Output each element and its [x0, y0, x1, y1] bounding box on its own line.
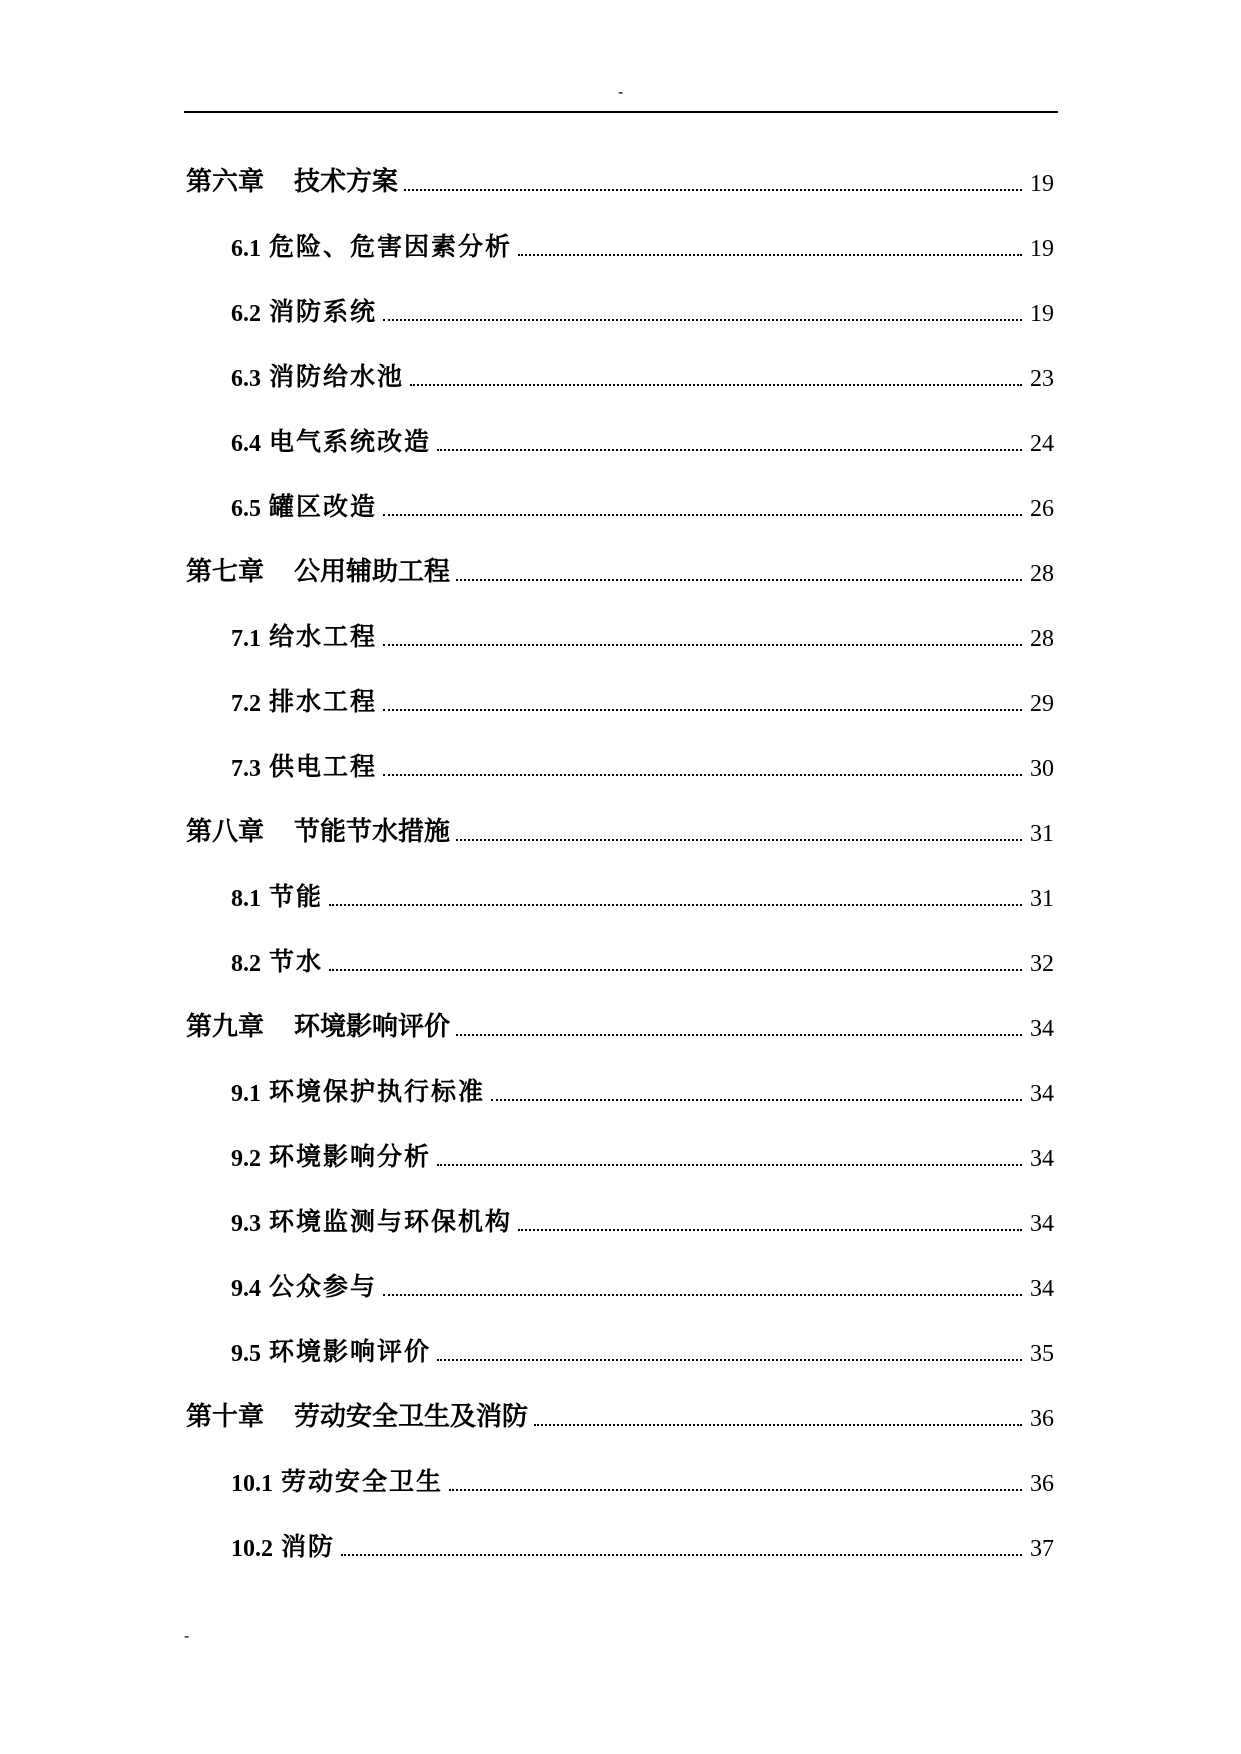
toc-entry-9-3[interactable]: [186, 1202, 1054, 1238]
toc-entry-title: 排水工程: [269, 687, 378, 716]
toc-entry-page: 34: [1030, 1211, 1054, 1237]
toc-entry-title: 劳动安全卫生及消防: [294, 1402, 529, 1432]
toc-entry-title: 公用辅助工程: [294, 557, 451, 587]
toc-entry-title: 电气系统改造: [269, 427, 432, 456]
dot-leader: [518, 1229, 1022, 1231]
dot-leader: [329, 904, 1022, 906]
toc-entry-number: 9.1: [231, 1081, 261, 1107]
toc-entry-number: 9.5: [231, 1341, 261, 1367]
toc-entry-number: 第六章: [186, 167, 265, 197]
toc-entry-number: 7.3: [231, 756, 261, 782]
dot-leader: [383, 644, 1022, 646]
toc-entry-9-5[interactable]: [186, 1332, 1054, 1368]
toc-entry-6-3[interactable]: [186, 357, 1054, 393]
toc-entry-number: 6.2: [231, 301, 261, 327]
toc-entry-page: 34: [1030, 1146, 1054, 1172]
toc-entry-page: 36: [1030, 1406, 1054, 1432]
toc-entry-number: 9.3: [231, 1211, 261, 1237]
toc-entry-page: 23: [1030, 366, 1054, 392]
table-of-contents: [186, 162, 1054, 1592]
toc-entry-6-5[interactable]: [186, 487, 1054, 523]
toc-entry-title: 给水工程: [269, 622, 378, 651]
toc-entry-number: 6.4: [231, 431, 261, 457]
toc-entry-number: 6.3: [231, 366, 261, 392]
toc-entry-page: 24: [1030, 431, 1054, 457]
toc-entry-title: 环境影响分析: [269, 1142, 432, 1171]
toc-entry-page: 34: [1030, 1276, 1054, 1302]
toc-entry-chapter-9[interactable]: [186, 1007, 1054, 1043]
toc-entry-number: 8.2: [231, 951, 261, 977]
dot-leader: [437, 449, 1022, 451]
toc-entry-page: 28: [1030, 561, 1054, 587]
toc-entry-page: 32: [1030, 951, 1054, 977]
toc-entry-6-2[interactable]: [186, 292, 1054, 328]
dot-leader: [404, 189, 1022, 191]
toc-entry-page: 31: [1030, 886, 1054, 912]
dot-leader: [491, 1099, 1022, 1101]
toc-entry-title: 劳动安全卫生: [281, 1467, 444, 1496]
toc-entry-chapter-8[interactable]: [186, 812, 1054, 848]
toc-entry-title: 公众参与: [269, 1272, 378, 1301]
toc-entry-title: 环境影响评价: [294, 1012, 451, 1042]
toc-entry-page: 36: [1030, 1471, 1054, 1497]
toc-entry-page: 19: [1030, 301, 1054, 327]
dot-leader: [456, 839, 1022, 841]
dot-leader: [456, 579, 1022, 581]
toc-entry-title: 节水: [269, 947, 324, 976]
footer-mark: -: [184, 1626, 190, 1645]
toc-entry-page: 28: [1030, 626, 1054, 652]
toc-entry-number: 第八章: [186, 817, 265, 847]
toc-entry-title: 供电工程: [269, 752, 378, 781]
toc-entry-10-1[interactable]: [186, 1462, 1054, 1498]
toc-entry-7-3[interactable]: [186, 747, 1054, 783]
dot-leader: [449, 1489, 1022, 1491]
dot-leader: [518, 254, 1022, 256]
header-mark: -: [618, 82, 624, 101]
toc-entry-number: 8.1: [231, 886, 261, 912]
toc-entry-number: 9.2: [231, 1146, 261, 1172]
toc-entry-number: 第七章: [186, 557, 265, 587]
toc-entry-title: 环境保护执行标准: [269, 1077, 486, 1106]
toc-entry-number: 7.1: [231, 626, 261, 652]
toc-entry-6-1[interactable]: [186, 227, 1054, 263]
toc-entry-page: 37: [1030, 1536, 1054, 1562]
toc-entry-number: 9.4: [231, 1276, 261, 1302]
toc-entry-title: 环境影响评价: [269, 1337, 432, 1366]
toc-entry-title: 环境监测与环保机构: [269, 1207, 513, 1236]
toc-entry-number: 第十章: [186, 1402, 265, 1432]
toc-entry-title: 罐区改造: [269, 492, 378, 521]
toc-entry-number: 第九章: [186, 1012, 265, 1042]
toc-entry-page: 35: [1030, 1341, 1054, 1367]
toc-entry-9-2[interactable]: [186, 1137, 1054, 1173]
dot-leader: [383, 319, 1022, 321]
toc-entry-page: 29: [1030, 691, 1054, 717]
toc-entry-title: 消防: [281, 1532, 336, 1561]
toc-entry-title: 节能节水措施: [294, 817, 451, 847]
dot-leader: [437, 1359, 1022, 1361]
toc-entry-title: 节能: [269, 882, 324, 911]
toc-entry-6-4[interactable]: [186, 422, 1054, 458]
dot-leader: [383, 514, 1022, 516]
toc-entry-page: 19: [1030, 236, 1054, 262]
toc-entry-10-2[interactable]: [186, 1527, 1054, 1563]
dot-leader: [329, 969, 1022, 971]
dot-leader: [534, 1424, 1022, 1426]
toc-entry-title: 技术方案: [294, 167, 399, 197]
toc-entry-page: 30: [1030, 756, 1054, 782]
dot-leader: [341, 1554, 1022, 1556]
toc-entry-title: 危险、危害因素分析: [269, 232, 513, 261]
toc-entry-page: 34: [1030, 1081, 1054, 1107]
toc-entry-7-1[interactable]: [186, 617, 1054, 653]
dot-leader: [383, 709, 1022, 711]
dot-leader: [383, 1294, 1022, 1296]
header-rule: [184, 111, 1058, 113]
toc-entry-title: 消防系统: [269, 297, 378, 326]
toc-entry-page: 31: [1030, 821, 1054, 847]
toc-entry-9-1[interactable]: [186, 1072, 1054, 1108]
toc-entry-page: 19: [1030, 171, 1054, 197]
toc-entry-chapter-6[interactable]: [186, 162, 1054, 198]
toc-entry-number: 7.2: [231, 691, 261, 717]
dot-leader: [410, 384, 1022, 386]
toc-entry-number: 6.5: [231, 496, 261, 522]
toc-entry-chapter-10[interactable]: [186, 1397, 1054, 1433]
toc-entry-page: 34: [1030, 1016, 1054, 1042]
dot-leader: [383, 774, 1022, 776]
dot-leader: [437, 1164, 1022, 1166]
toc-entry-title: 消防给水池: [269, 362, 405, 391]
toc-entry-9-4[interactable]: [186, 1267, 1054, 1303]
toc-entry-7-2[interactable]: [186, 682, 1054, 718]
dot-leader: [456, 1034, 1022, 1036]
toc-entry-number: 6.1: [231, 236, 261, 262]
toc-entry-8-1[interactable]: [186, 877, 1054, 913]
toc-entry-number: 10.2: [231, 1536, 273, 1562]
toc-entry-page: 26: [1030, 496, 1054, 522]
toc-entry-8-2[interactable]: [186, 942, 1054, 978]
toc-entry-number: 10.1: [231, 1471, 273, 1497]
toc-entry-chapter-7[interactable]: [186, 552, 1054, 588]
